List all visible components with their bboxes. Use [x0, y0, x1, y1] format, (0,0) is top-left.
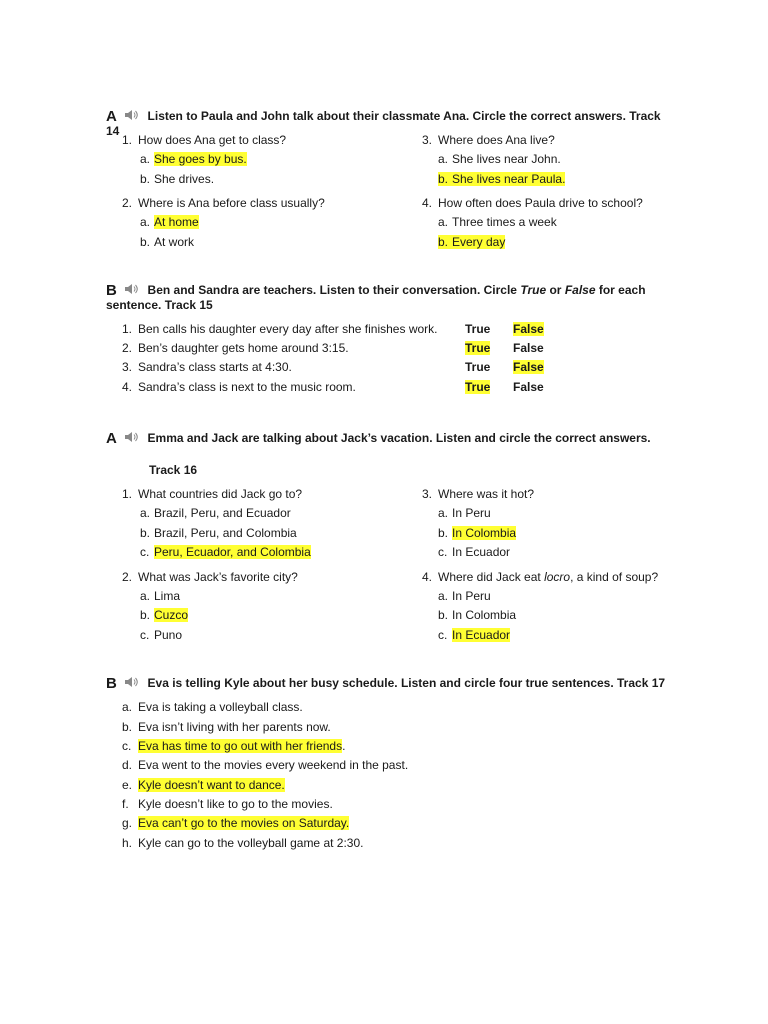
tf-item-4: 4. Sandra’s class is next to the music room.: [122, 380, 356, 394]
section-letter: B: [106, 282, 117, 299]
question-4: 4. Where did Jack eat locro, a kind of soup?: [422, 570, 659, 584]
track-label: Track 16: [149, 463, 198, 477]
speaker-icon[interactable]: [124, 431, 138, 443]
true-option-4[interactable]: True: [465, 380, 491, 394]
section-letter: B: [106, 675, 117, 692]
statement-e[interactable]: e. Kyle doesn’t want to dance.: [122, 778, 285, 792]
tf-item-1: 1. Ben calls his daughter every day after she finishes work.: [122, 322, 438, 336]
section-letter: A: [106, 430, 117, 447]
option-2b[interactable]: b. Cuzco: [140, 608, 189, 622]
tf-item-3: 3. Sandra’s class starts at 4:30.: [122, 360, 292, 374]
statement-a[interactable]: a. Eva is taking a volleyball class.: [122, 700, 303, 714]
false-option-4[interactable]: False: [513, 380, 544, 394]
option-4a[interactable]: a. In Peru: [438, 589, 491, 603]
statement-d[interactable]: d. Eva went to the movies every weekend in the past.: [122, 758, 409, 772]
false-option-3[interactable]: False: [513, 360, 544, 374]
speaker-icon[interactable]: [124, 109, 138, 121]
question-3: 3. Where does Ana live?: [422, 133, 555, 147]
statement-b[interactable]: b. Eva isn’t living with her parents now.: [122, 720, 331, 734]
option-3b[interactable]: b. She lives near Paula.: [438, 172, 566, 186]
section-letter: A: [106, 108, 117, 125]
option-2c[interactable]: c. Puno: [140, 628, 183, 642]
option-3c[interactable]: c. In Ecuador: [438, 545, 511, 559]
option-2a[interactable]: a. At home: [140, 215, 199, 229]
option-2b[interactable]: b. At work: [140, 235, 195, 249]
option-3a[interactable]: a. She lives near John.: [438, 152, 561, 166]
option-1b[interactable]: b. Brazil, Peru, and Colombia: [140, 526, 297, 540]
option-3b[interactable]: b. In Colombia: [438, 526, 517, 540]
option-1c[interactable]: c. Peru, Ecuador, and Colombia: [140, 545, 311, 559]
true-option-1[interactable]: True: [465, 322, 491, 336]
question-4: 4. How often does Paula drive to school?: [422, 196, 643, 210]
false-option-2[interactable]: False: [513, 341, 544, 355]
option-1b[interactable]: b. She drives.: [140, 172, 215, 186]
statement-g[interactable]: g. Eva can’t go to the movies on Saturday.: [122, 816, 350, 830]
true-option-2[interactable]: True: [465, 341, 491, 355]
question-1: 1. How does Ana get to class?: [122, 133, 287, 147]
section-a2-header: A Emma and Jack are talking about Jack’s vacation. Listen and circle the correct answers.: [106, 430, 651, 447]
option-1a[interactable]: a. Brazil, Peru, and Ecuador: [140, 506, 291, 520]
option-2a[interactable]: a. Lima: [140, 589, 181, 603]
statement-f[interactable]: f. Kyle doesn’t like to go to the movies.: [122, 797, 333, 811]
option-4a[interactable]: a. Three times a week: [438, 215, 557, 229]
section-instruction: Listen to Paula and John talk about their classmate Ana. Circle the correct answers. Track 14: [106, 109, 661, 138]
option-1a[interactable]: a. She goes by bus.: [140, 152, 247, 166]
option-4b[interactable]: b. Every day: [438, 235, 506, 249]
question-2: 2. What was Jack’s favorite city?: [122, 570, 298, 584]
option-4b[interactable]: b. In Colombia: [438, 608, 517, 622]
true-option-3[interactable]: True: [465, 360, 491, 374]
statement-h[interactable]: h. Kyle can go to the volleyball game at 2:30.: [122, 836, 364, 850]
false-option-1[interactable]: False: [513, 322, 544, 336]
question-3: 3. Where was it hot?: [422, 487, 535, 501]
section-b1-header: B Ben and Sandra are teachers. Listen to their conversation. Circle True or False for each sentence. Track 15: [106, 282, 646, 312]
statement-c[interactable]: c. Eva has time to go out with her friends.: [122, 739, 346, 753]
speaker-icon[interactable]: [124, 676, 138, 688]
question-1: 1. What countries did Jack go to?: [122, 487, 303, 501]
tf-item-2: 2. Ben’s daughter gets home around 3:15.: [122, 341, 349, 355]
option-3a[interactable]: a. In Peru: [438, 506, 491, 520]
question-2: 2. Where is Ana before class usually?: [122, 196, 325, 210]
speaker-icon[interactable]: [124, 283, 138, 295]
option-4c[interactable]: c. In Ecuador: [438, 628, 511, 642]
section-b2-header: B Eva is telling Kyle about her busy schedule. Listen and circle four true sentences. Track 17: [106, 675, 666, 692]
